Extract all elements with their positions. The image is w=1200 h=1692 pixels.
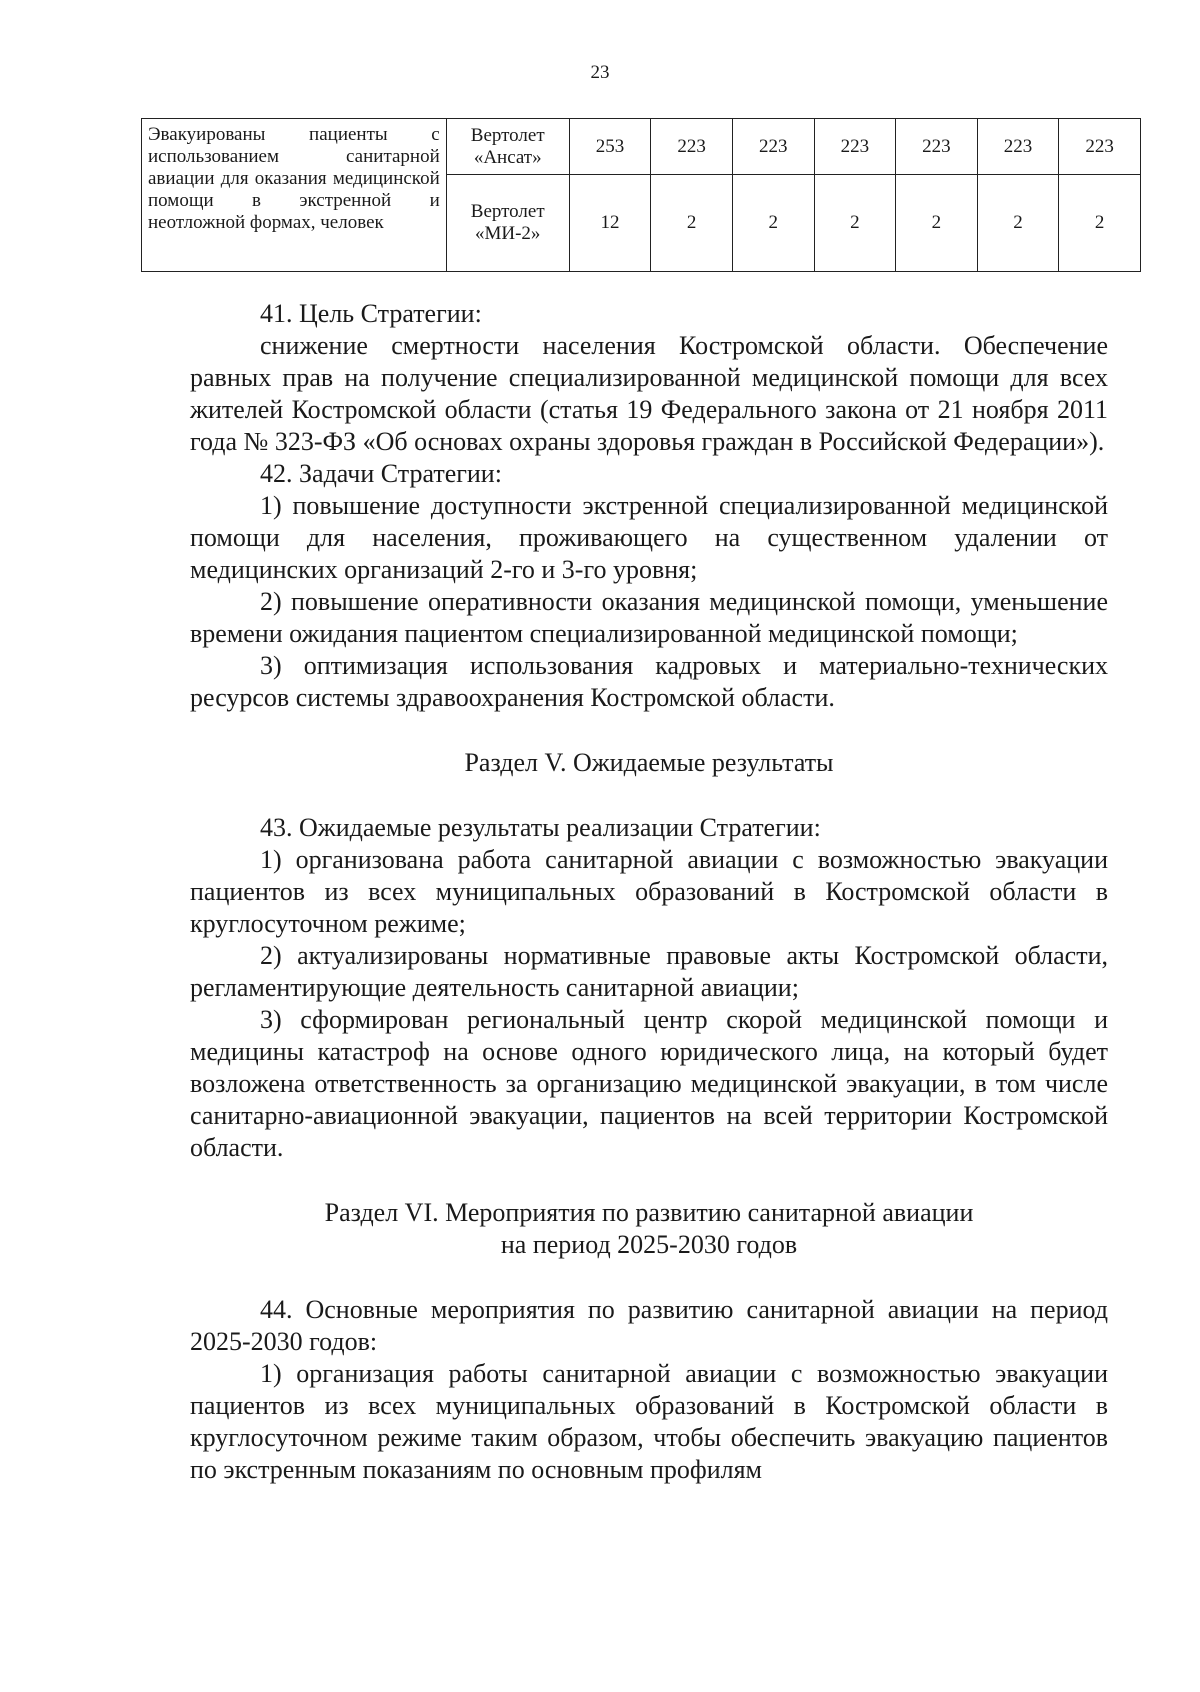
section-6-heading-line-1: Раздел VI. Мероприятия по развитию санитарной авиации bbox=[324, 1198, 974, 1227]
paragraph-42-item-2: 2) повышение оперативности оказания медицинской помощи, уменьшение времени ожидания пациентом специализированной медицинской помощи; bbox=[190, 587, 1108, 648]
paragraph-43-item-1: 1) организована работа санитарной авиации с возможностью эвакуации пациентов из всех муниципальных образований в Костромской области в круглосуточном режиме; bbox=[190, 845, 1108, 938]
paragraph-41-text: снижение смертности населения Костромской области. Обеспечение равных прав на получение специализированной медицинской помощи для всех жителей Костромской области (статья 19 Федерального закона от 21 ноября 2011 года № 323-ФЗ «Об основах охраны здоровья граждан в Российской Федерации»). bbox=[190, 331, 1108, 456]
page-number: 23 bbox=[590, 62, 610, 83]
value-cell: 2 bbox=[977, 175, 1059, 272]
paragraph-42-title: 42. Задачи Стратегии: bbox=[260, 459, 502, 488]
value-cell: 2 bbox=[1059, 175, 1141, 272]
paragraph-44-title: 44. Основные мероприятия по развитию санитарной авиации на период 2025-2030 годов: bbox=[190, 1295, 1108, 1356]
value-cell: 253 bbox=[569, 119, 651, 175]
paragraph-43-item-2: 2) актуализированы нормативные правовые акты Костромской области, регламентирующие деятельность санитарной авиации; bbox=[190, 941, 1108, 1002]
document-body bbox=[190, 298, 1108, 1486]
paragraph-43-title: 43. Ожидаемые результаты реализации Стратегии: bbox=[260, 813, 821, 842]
value-cell: 2 bbox=[896, 175, 978, 272]
paragraph-44-item-1: 1) организация работы санитарной авиации с возможностью эвакуации пациентов из всех муниципальных образований в Костромской области в круглосуточном режиме таким образом, чтобы обеспечить эвакуацию пациентов по экстренным показаниям по основным профилям bbox=[190, 1359, 1108, 1484]
paragraph-42-item-3: 3) оптимизация использования кадровых и материально-технических ресурсов системы здравоохранения Костромской области. bbox=[190, 651, 1108, 712]
table-description-text: Эвакуированы пациенты с использованием санитарной авиации для оказания медицинской помощи в экстренной и неотложной формах, человек bbox=[148, 124, 440, 233]
value-cell: 223 bbox=[1059, 119, 1141, 175]
section-5-heading: Раздел V. Ожидаемые результаты bbox=[464, 748, 834, 777]
value-cell: 2 bbox=[814, 175, 896, 272]
paragraph-43-item-3: 3) сформирован региональный центр скорой медицинской помощи и медицины катастроф на основе одного юридического лица, на который будет возложена ответственность за организацию медицинской эвакуации, в том числе санитарно-авиационной эвакуации, пациентов на всей территории Костромской области. bbox=[190, 1005, 1108, 1162]
value-cell: 223 bbox=[732, 119, 814, 175]
value-cell: 223 bbox=[651, 119, 733, 175]
value-cell: 2 bbox=[732, 175, 814, 272]
table-description-cell bbox=[142, 119, 447, 272]
value-cell: 223 bbox=[896, 119, 978, 175]
paragraph-41-title: 41. Цель Стратегии: bbox=[260, 299, 482, 328]
value-cell: 223 bbox=[977, 119, 1059, 175]
evacuation-table bbox=[141, 118, 1141, 272]
vehicle-cell: Вертолет «МИ-2» bbox=[446, 175, 569, 272]
value-cell: 223 bbox=[814, 119, 896, 175]
paragraph-42-item-1: 1) повышение доступности экстренной специализированной медицинской помощи для населения, проживающего на существенном удалении от медицинских организаций 2-го и 3-го уровня; bbox=[190, 491, 1108, 584]
value-cell: 12 bbox=[569, 175, 651, 272]
vehicle-cell: Вертолет «Ансат» bbox=[446, 119, 569, 175]
value-cell: 2 bbox=[651, 175, 733, 272]
table-row bbox=[142, 119, 1141, 175]
section-6-heading-line-2: на период 2025-2030 годов bbox=[500, 1230, 798, 1259]
